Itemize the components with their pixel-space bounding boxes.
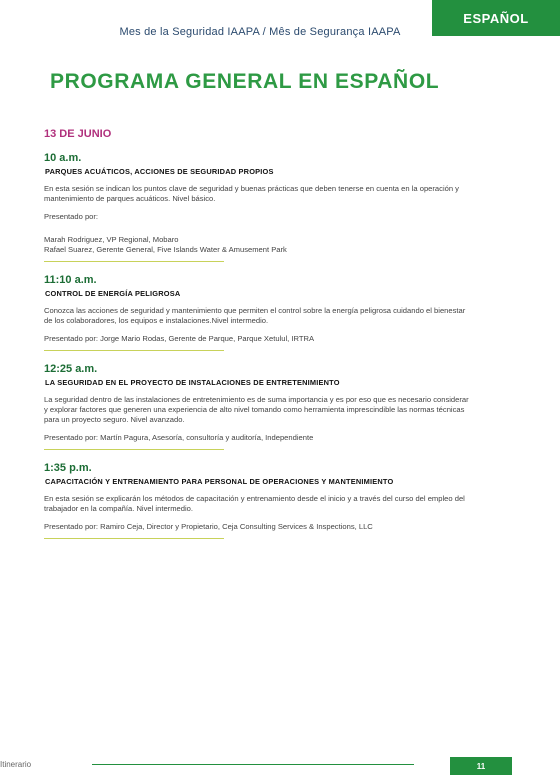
sessions-list [44, 152, 474, 551]
date-heading: 13 DE JUNIO [44, 128, 112, 140]
footer-label: Itinerario [0, 760, 32, 769]
session-description: En esta sesión se explicarán los métodos de capacitación y entrenamiento desde el inicio y a través del curso del empleo del trabajador en la compañía. Nivel intermedio. [44, 494, 465, 513]
session-item [44, 462, 474, 539]
presenter-line: Rafael Suarez, Gerente General, Five Islands Water & Amusement Park [44, 245, 287, 254]
session-time: 1:35 p.m. [44, 462, 92, 474]
presenter-line: Marah Rodriguez, VP Regional, Mobaro [44, 235, 179, 244]
session-description: Conozca las acciones de seguridad y mantenimiento que permiten el control sobre la energía peligrosa cuidando el bienestar de los colaboradores, los equipos e instalaciones.Nivel intermedio. [44, 306, 466, 325]
session-divider [44, 538, 224, 539]
session-description: La seguridad dentro de las instalaciones de entretenimiento es de suma importancia y es por eso que es necesario considerar y explorar factores que generen una experiencia de alto nivel tomando como herramienta imprescindible las normas técnicas para un proyecto seguro. Nivel avanzado. [44, 395, 469, 424]
session-time: 12:25 a.m. [44, 363, 98, 375]
page-title: PROGRAMA GENERAL EN ESPAÑOL [50, 70, 440, 93]
page-number: 11 [450, 757, 512, 775]
session-item [44, 274, 474, 351]
session-time: 10 a.m. [44, 152, 82, 164]
session-divider [44, 350, 224, 351]
footer-divider [92, 764, 414, 765]
language-tab[interactable]: ESPAÑOL [432, 0, 560, 36]
session-title: PARQUES ACUÁTICOS, ACCIONES DE SEGURIDAD PROPIOS [45, 167, 274, 176]
session-divider [44, 449, 224, 450]
session-title: LA SEGURIDAD EN EL PROYECTO DE INSTALACIONES DE ENTRETENIMIENTO [45, 378, 340, 387]
session-item [44, 152, 474, 262]
session-title: CONTROL DE ENERGÍA PELIGROSA [45, 289, 181, 298]
session-title: CAPACITACIÓN Y ENTRENAMIENTO PARA PERSONAL DE OPERACIONES Y MANTENIMIENTO [45, 477, 394, 486]
session-presenter: Presentado por: Ramiro Ceja, Director y Propietario, Ceja Consulting Services & Inspections, LLC [44, 522, 373, 531]
session-description: En esta sesión se indican los puntos clave de seguridad y buenas prácticas que deben tenerse en cuenta en la operación y mantenimiento de parques acuáticos. Nivel básico. [44, 184, 459, 203]
session-time: 11:10 a.m. [44, 274, 97, 286]
session-item [44, 363, 474, 450]
header-title: Mes de la Seguridad IAAPA / Mês de Segurança IAAPA [119, 26, 401, 38]
session-divider [44, 261, 224, 262]
session-presenter: Presentado por: Jorge Mario Rodas, Gerente de Parque, Parque Xetulul, IRTRA [44, 334, 315, 343]
session-presenter: Presentado por: Martín Pagura, Asesoría, consultoría y auditoría, Independiente [44, 433, 314, 442]
presenter-label: Presentado por: [44, 212, 99, 221]
